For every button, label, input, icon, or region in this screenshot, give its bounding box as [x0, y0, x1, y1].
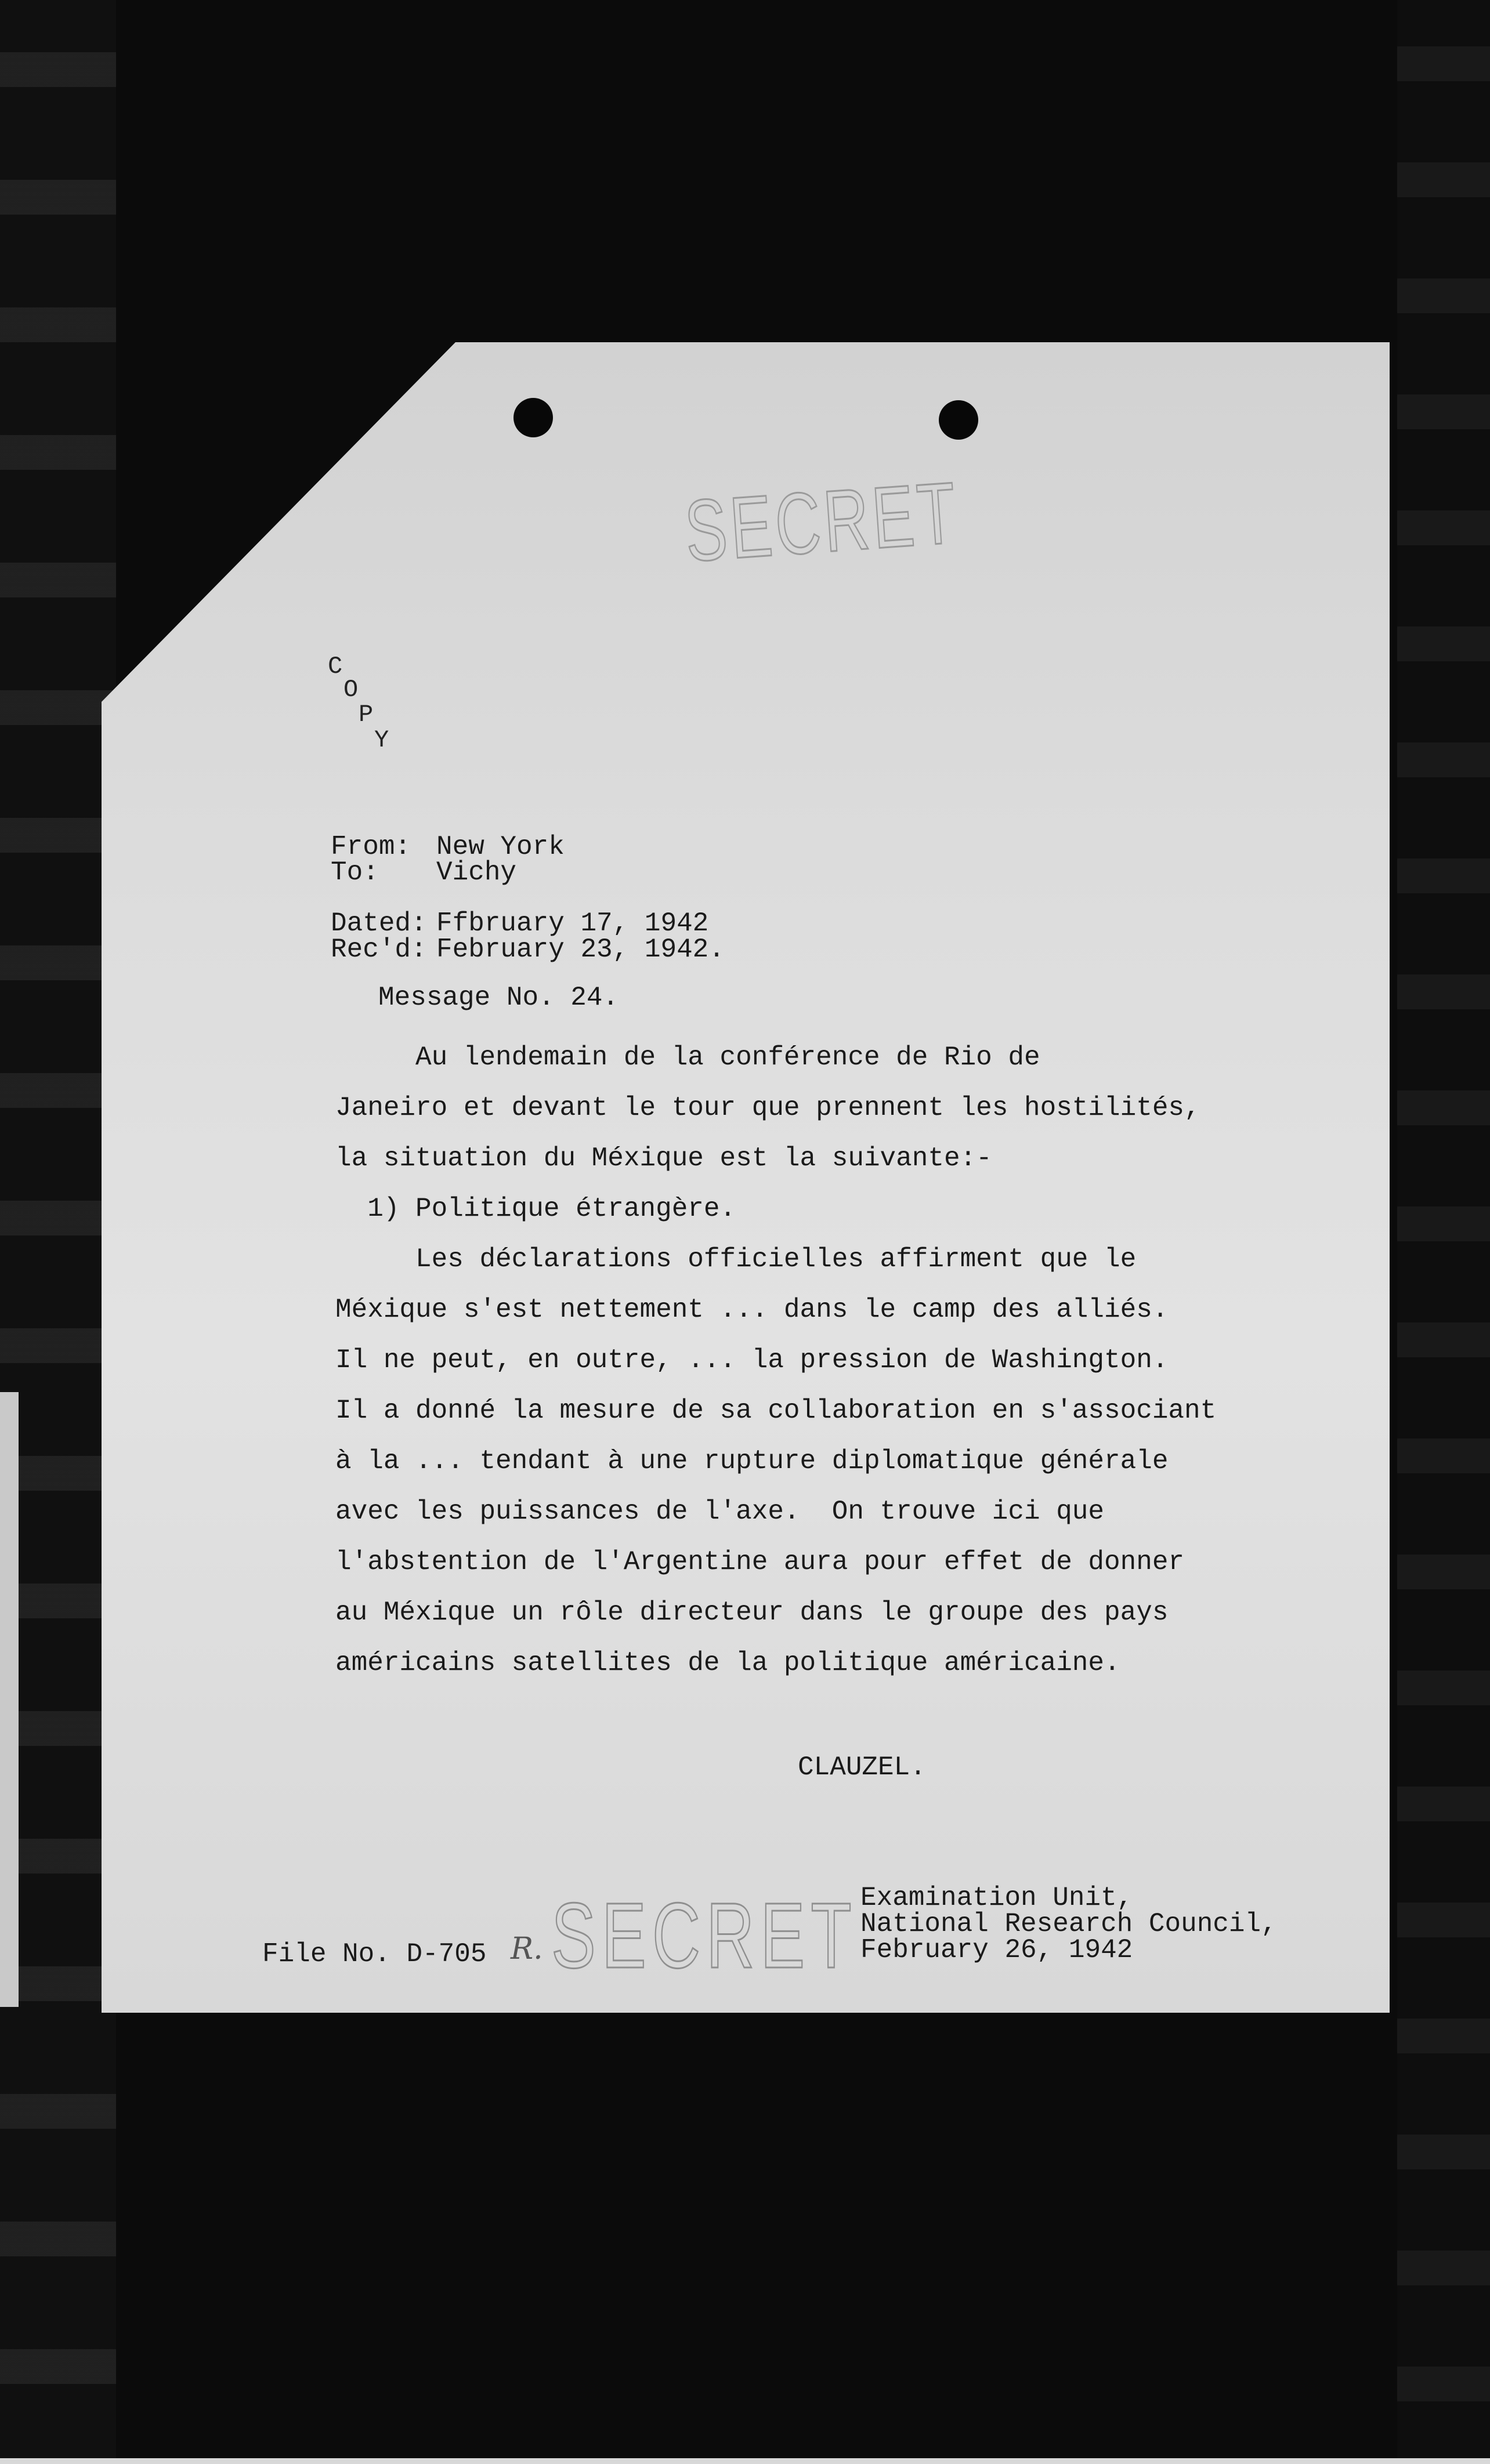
- signature: CLAUZEL.: [798, 1752, 926, 1782]
- message-number: Message No. 24.: [378, 983, 619, 1013]
- to-label: To:: [331, 857, 379, 887]
- film-edge-right: [1397, 0, 1490, 2464]
- body-line: Méxique s'est nettement ... dans le camp des alliés.: [335, 1295, 1169, 1325]
- dated-value: Ffbruary 17, 1942: [436, 908, 709, 939]
- punch-hole-left: [513, 398, 553, 437]
- body-line: à la ... tendant à une rupture diplomatique générale: [335, 1446, 1169, 1476]
- body-line: l'abstention de l'Argentine aura pour effet de donner: [335, 1547, 1185, 1577]
- film-edge-left: [0, 0, 116, 2464]
- dated-label: Dated:: [331, 908, 427, 939]
- body-line: avec les puissances de l'axe. On trouve ici que: [335, 1496, 1105, 1527]
- body-line: au Méxique un rôle directeur dans le groupe des pays: [335, 1597, 1169, 1628]
- copy-mark-y: Y: [374, 726, 389, 754]
- recd-value: February 23, 1942.: [436, 934, 725, 965]
- file-suffix-handwritten: R.: [511, 1932, 543, 1966]
- body-line: Il a donné la mesure de sa collaboration en s'associant: [335, 1396, 1217, 1426]
- body-line: Au lendemain de la conférence de Rio de: [335, 1042, 1040, 1072]
- secret-stamp-bottom: SECRET: [551, 1883, 858, 1987]
- secret-stamp-top: SECRET: [682, 463, 963, 580]
- body-line: Il ne peut, en outre, ... la pression de Washington.: [335, 1345, 1169, 1375]
- adjacent-page-edge: [0, 1392, 19, 2007]
- body-line: Les déclarations officielles affirment que le: [335, 1244, 1137, 1274]
- from-label: From:: [331, 832, 411, 862]
- footer-date: February 26, 1942: [860, 1935, 1133, 1965]
- body-line: Janeiro et devant le tour que prennent les hostilités,: [335, 1093, 1200, 1123]
- message-body: [335, 1032, 1217, 1688]
- to-value: Vichy: [436, 857, 517, 887]
- film-bottom-strip: [0, 2458, 1490, 2464]
- recd-label: Rec'd:: [331, 934, 427, 965]
- body-line: 1) Politique étrangère.: [335, 1194, 736, 1224]
- copy-mark-p: P: [359, 701, 374, 729]
- body-line: américains satellites de la politique américaine.: [335, 1648, 1120, 1678]
- punch-hole-right: [939, 400, 978, 440]
- copy-mark-o: O: [343, 676, 359, 704]
- copy-mark-c: C: [328, 653, 343, 680]
- footer-council: National Research Council,: [860, 1909, 1277, 1939]
- body-line: la situation du Méxique est la suivante:-: [335, 1143, 992, 1173]
- footer-unit: Examination Unit,: [860, 1883, 1133, 1913]
- from-value: New York: [436, 832, 565, 862]
- file-number: File No. D-705: [262, 1939, 487, 1969]
